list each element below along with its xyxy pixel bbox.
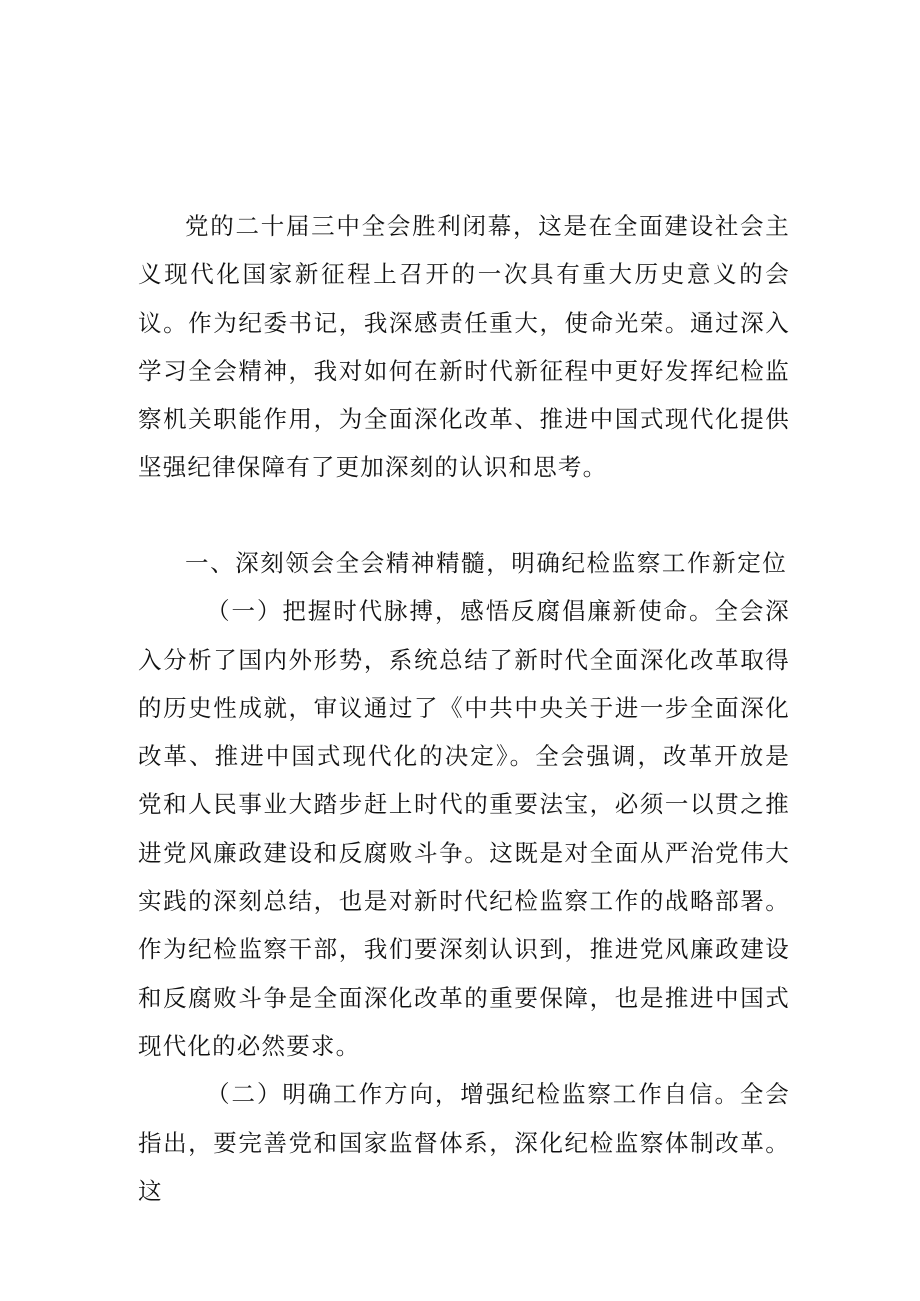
intro-section xyxy=(138,202,790,492)
intro-paragraph: 党的二十届三中全会胜利闭幕，这是在全面建设社会主义现代化国家新征程上召开的一次具有重大历史意义的会议。作为纪委书记，我深感责任重大，使命光荣。通过深入学习全会精神，我对如何在新时代新征程中更好发挥纪检监察机关职能作用，为全面深化改革、推进中国式现代化提供坚强纪律保障有了更加深刻的认识和思考。 xyxy=(138,212,790,482)
section-heading: 一、深刻领会全会精神精髓，明确纪检监察工作新定位 xyxy=(185,549,788,577)
subsection-paragraph-2: （二）明确工作方向，增强纪检监察工作自信。全会指出，要完善党和国家监督体系，深化纪检监察体制改革。这 xyxy=(138,1080,790,1205)
section-one xyxy=(138,539,790,1215)
subsection-paragraph-1: （一）把握时代脉搏，感悟反腐倡廉新使命。全会深入分析了国内外形势，系统总结了新时代全面深化改革取得的历史性成就，审议通过了《中共中央关于进一步全面深化改革、推进中国式现代化的决定》。全会强调，改革开放是党和人民事业大踏步赶上时代的重要法宝，必须一以贯之推进党风廉政建设和反腐败斗争。这既是对全面从严治党伟大实践的深刻总结，也是对新时代纪检监察工作的战略部署。作为纪检监察干部，我们要深刻认识到，推进党风廉政建设和反腐败斗争是全面深化改革的重要保障，也是推进中国式现代化的必然要求。 xyxy=(138,597,790,1060)
